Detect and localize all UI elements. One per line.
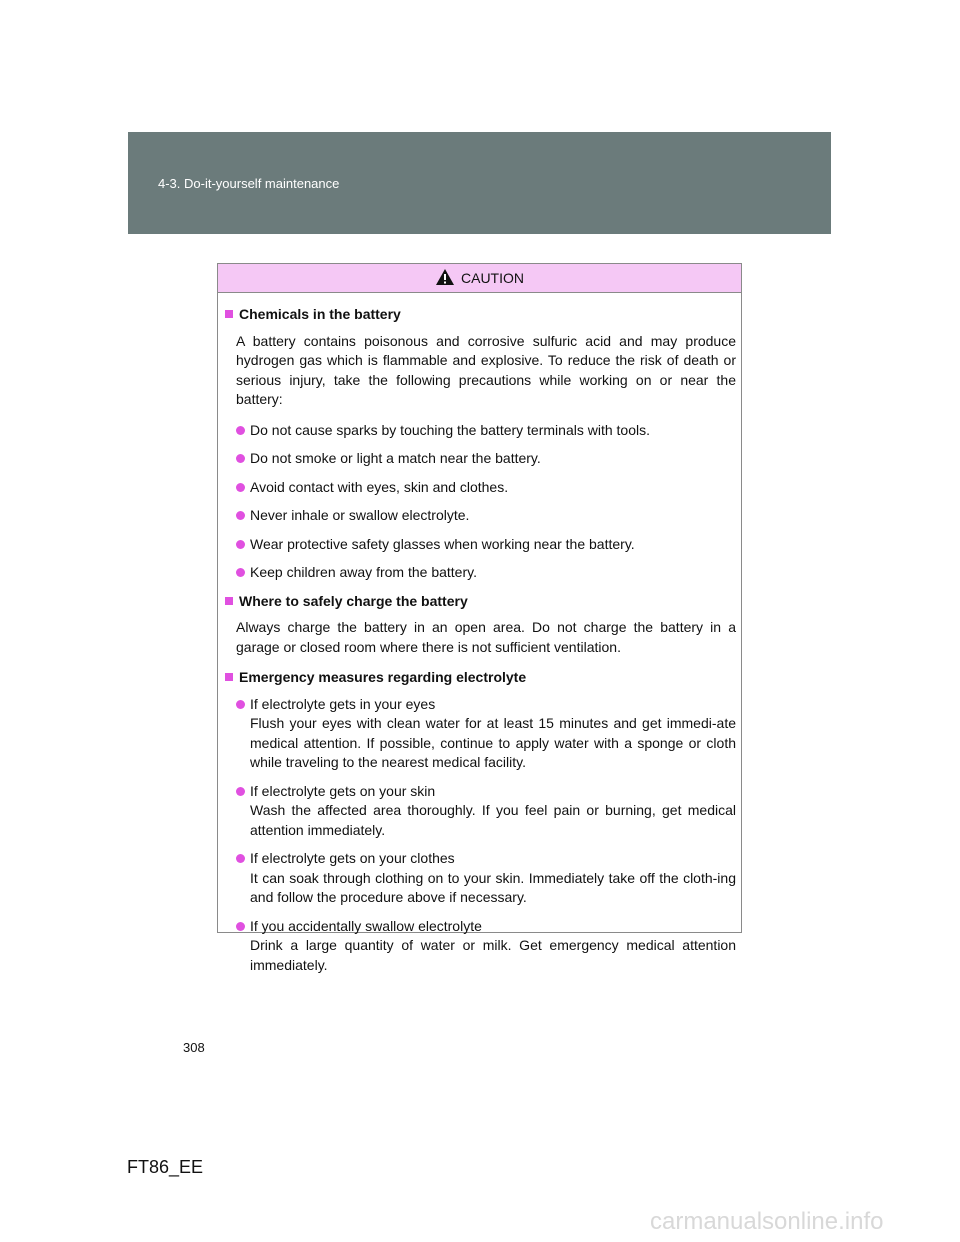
list-item: Keep children away from the battery. [236, 563, 736, 583]
document-code: FT86_EE [127, 1157, 204, 1177]
circle-bullet-icon [236, 568, 245, 577]
section-paragraph: Always charge the battery in an open area. Do not charge the battery in a garage or closed room where there is not sufficient ventilation. [236, 619, 736, 655]
item-body: Drink a large quantity of water or milk. Get emergency medical attention immediately. [250, 937, 736, 973]
list-item [236, 917, 736, 976]
item-head: If electrolyte gets on your skin [250, 782, 436, 799]
list-item: Do not cause sparks by touching the battery terminals with tools. [236, 421, 736, 441]
item-head: If electrolyte gets in your eyes [250, 695, 436, 712]
circle-bullet-icon [236, 787, 245, 796]
section-heading: Emergency measures regarding electrolyte [225, 668, 736, 688]
circle-bullet-icon [236, 511, 245, 520]
circle-bullet-icon [236, 700, 245, 709]
header-band [128, 132, 831, 234]
list-item: Avoid contact with eyes, skin and clothes. [236, 478, 736, 498]
circle-bullet-icon [236, 426, 245, 435]
list-item [236, 849, 736, 908]
list-item: Wear protective safety glasses when working near the battery. [236, 535, 736, 555]
square-bullet-icon [225, 673, 233, 681]
caution-content [218, 293, 741, 975]
circle-bullet-icon [236, 454, 245, 463]
warning-triangle-icon [435, 268, 455, 286]
page-number: 308 [183, 1040, 205, 1055]
caution-box [217, 263, 742, 973]
item-head: If electrolyte gets on your clothes [250, 850, 455, 866]
list-item: Do not smoke or light a match near the battery. [236, 449, 736, 469]
square-bullet-icon [225, 597, 233, 605]
caution-header [218, 264, 741, 293]
list-item: Never inhale or swallow electrolyte. [236, 506, 736, 526]
circle-bullet-icon [236, 540, 245, 549]
caution-label: CAUTION [461, 270, 524, 286]
square-bullet-icon [225, 310, 233, 318]
circle-bullet-icon [236, 854, 245, 863]
circle-bullet-icon [236, 483, 245, 492]
section-heading: Where to safely charge the battery [225, 592, 736, 612]
item-body: Flush your eyes with clean water for at least 15 minutes and get immedi-ate medical attention. If possible, continue to apply water with a sponge or cloth while traveling to the nearest medical facility. [250, 715, 736, 770]
section-paragraph: A battery contains poisonous and corrosive sulfuric acid and may produce hydrogen gas which is flammable and explosive. To reduce the risk of death or serious injury, take the following precautions while working on or near the battery: [236, 332, 736, 407]
section-heading: Chemicals in the battery [225, 305, 736, 325]
item-body: Wash the affected area thoroughly. If you feel pain or burning, get medical attention immediately. [250, 802, 736, 838]
list-item [236, 782, 736, 841]
watermark: carmanualsonline.info [650, 1208, 884, 1235]
item-head: If you accidentally swallow electrolyte [250, 917, 482, 934]
section-title: 4-3. Do-it-yourself maintenance [158, 176, 340, 191]
circle-bullet-icon [236, 922, 245, 931]
list-item [236, 695, 736, 773]
item-body: It can soak through clothing on to your skin. Immediately take off the cloth-ing and follow the procedure above if necessary. [250, 869, 736, 905]
